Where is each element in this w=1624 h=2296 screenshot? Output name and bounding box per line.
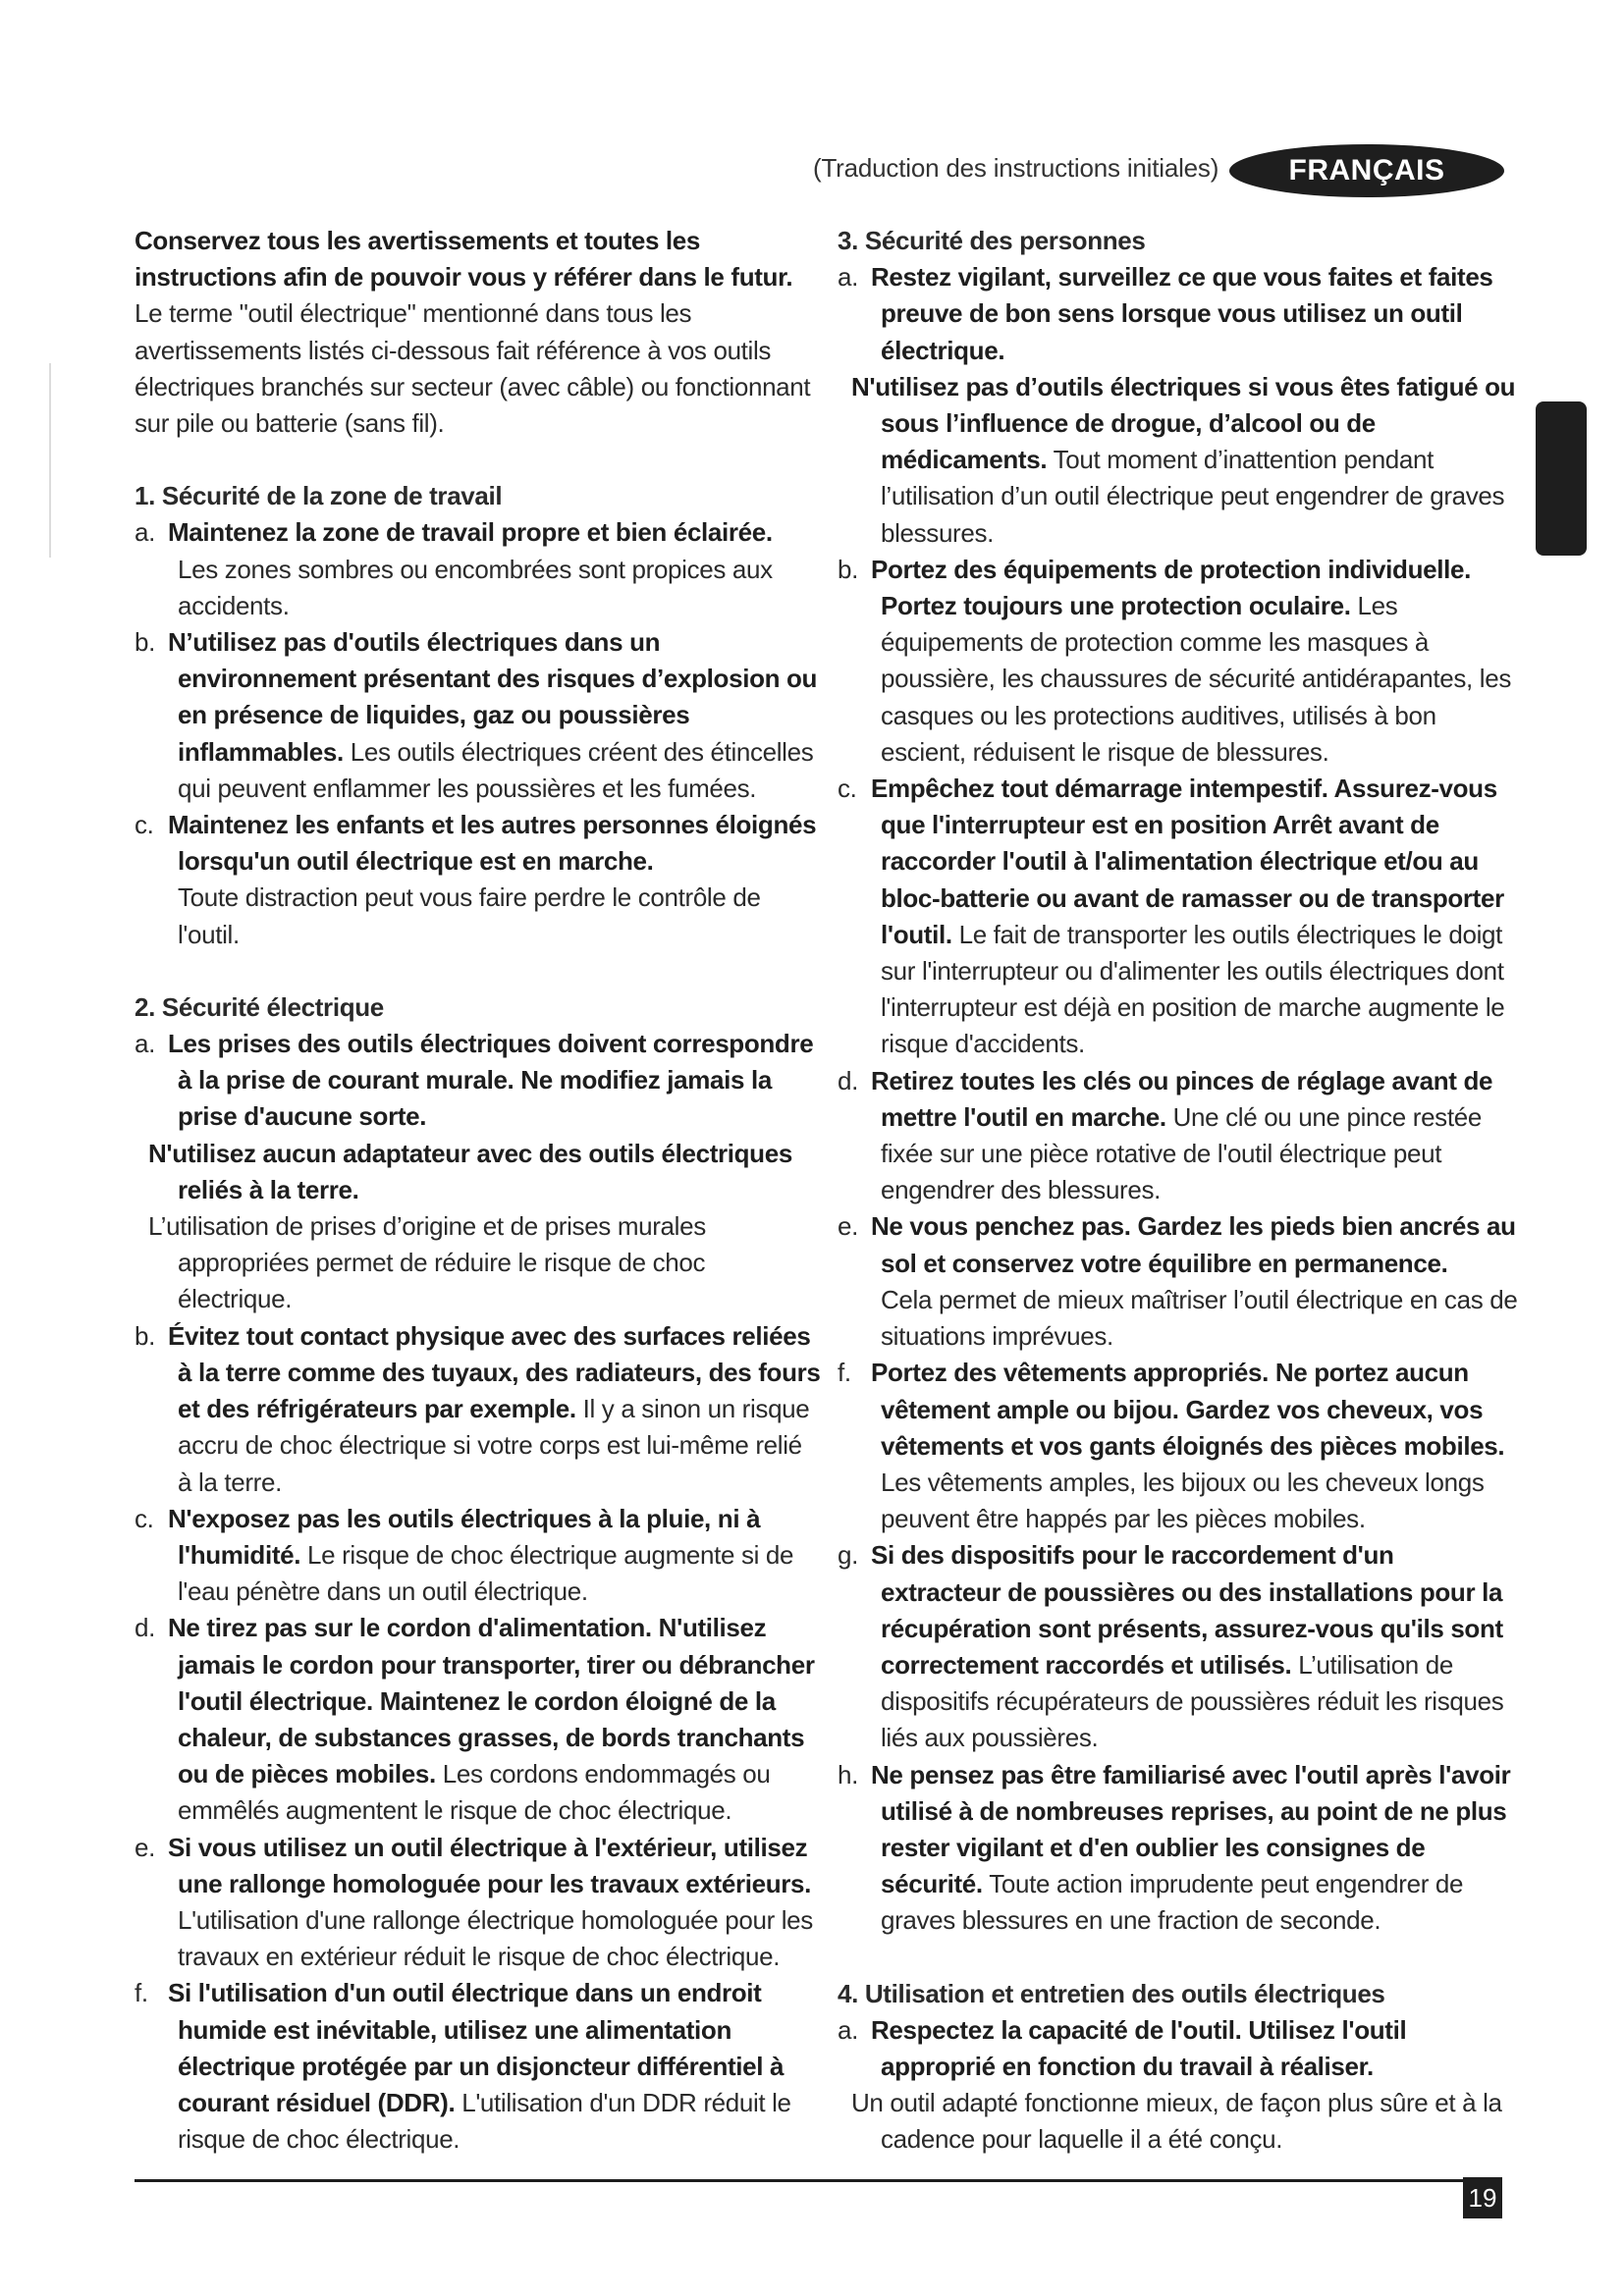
item-text: Les équipements de protection comme les masques à poussière, les chaussures de sécurité antidérapantes, les casques ou les protections auditives, utilisés à bon escient, réduisent le risque de blessures. (881, 591, 1511, 767)
item-text: Un outil adapté fonctionne mieux, de façon plus sûre et à la cadence pour laquelle il a été conçu. (851, 2088, 1502, 2155)
left-column (135, 223, 822, 2158)
item-heading: Ne pensez pas être familiarisé avec l'outil après l'avoir utilisé à de nombreuses reprises, au point de ne plus rester vigilant et d'en oublier les consignes de sécurité. (871, 1759, 1511, 1899)
s3-item-d (838, 1063, 1520, 1209)
item-heading: Retirez toutes les clés ou pinces de réglage avant de mettre l'outil en marche. (871, 1065, 1493, 1132)
item-marker: e. (838, 1211, 858, 1242)
s3-item-c (838, 771, 1520, 1063)
s2-item-e (135, 1830, 822, 1976)
section-3-title: 3. Sécurité des personnes (838, 226, 1146, 255)
item-text: L’utilisation de dispositifs récupérateurs de poussières réduit les risques liés aux poussières. (881, 1649, 1504, 1753)
item-marker: f. (135, 1978, 148, 2008)
s3-item-a (838, 259, 1520, 552)
section-4-title: 4. Utilisation et entretien des outils électriques (838, 1978, 1385, 2008)
item-text: Cela permet de mieux maîtriser l’outil électrique en cas de situations imprévues. (881, 1284, 1518, 1352)
item-marker: c. (135, 810, 154, 840)
item-heading: Si des dispositifs pour le raccordement d'un extracteur de poussières ou des installations pour la récupération sont présents, assurez-vous qu'ils sont correctement raccordés et utilisés. (871, 1540, 1503, 1680)
item-marker: a. (135, 1029, 155, 1059)
translation-note: (Traduction des instructions initiales) (813, 153, 1219, 183)
item-heading: Les prises des outils électriques doivent correspondre à la prise de courant murale. Ne modifiez jamais la prise d'aucune sorte. (168, 1029, 814, 1132)
right-column (838, 223, 1520, 2159)
item-text: L’utilisation de prises d’origine et de prises murales appropriées permet de réduire le risque de choc électrique. (148, 1211, 706, 1314)
item-heading: Empêchez tout démarrage intempestif. Assurez-vous que l'interrupteur est en position Arrêt avant de raccorder l'outil à l'alimentation électrique et/ou au bloc-batterie ou avant de ramasser ou de transporter l'outil. (871, 774, 1504, 949)
item-heading: Maintenez les enfants et les autres personnes éloignés lorsqu'un outil électrique est en marche. (168, 810, 817, 877)
item-heading: Évitez tout contact physique avec des surfaces reliées à la terre comme des tuyaux, des radiateurs, des fours et des réfrigérateurs par exemple. (168, 1320, 821, 1424)
item-marker: f. (838, 1358, 851, 1388)
item-text: Une clé ou une pince restée fixée sur une pièce rotative de l'outil électrique peut engendrer des blessures. (881, 1101, 1482, 1205)
section-tab-marker (1536, 401, 1587, 556)
s1-item-a (135, 514, 822, 624)
item-text: Les cordons endommagés ou emmêlés augmentent le risque de choc électrique. (178, 1759, 771, 1826)
item-marker: c. (838, 774, 857, 804)
item-marker: b. (135, 627, 155, 658)
section-1-title: 1. Sécurité de la zone de travail (135, 481, 503, 511)
item-text: L'utilisation d'un DDR réduit le risque de choc électrique. (178, 2087, 791, 2155)
s3-item-h (838, 1757, 1520, 1940)
item-marker: b. (838, 554, 858, 584)
margin-line (49, 363, 51, 558)
item-marker: a. (135, 517, 155, 548)
item-text: Tout moment d’inattention pendant l’utilisation d’un outil électrique peut engendrer de graves blessures. (881, 445, 1505, 548)
item-text: Les vêtements amples, les bijoux ou les cheveux longs peuvent être happés par les pièces mobiles. (881, 1467, 1485, 1534)
item-marker: a. (838, 262, 858, 293)
item-marker: d. (135, 1613, 155, 1643)
s3-item-e (838, 1208, 1520, 1355)
s3-item-f (838, 1355, 1520, 1537)
item-heading: N’utilisez pas d'outils électriques dans un environnement présentant des risques d’explosion ou en présence de liquides, gaz ou poussières inflammables. (168, 627, 818, 767)
item-text: Le fait de transporter les outils électriques le doigt sur l'interrupteur ou d'alimenter les outils électriques dont l'interrupteur est déjà en position de marche augmente le risque d'accidents. (881, 919, 1505, 1059)
item-text: Les outils électriques créent des étincelles qui peuvent enflammer les poussières et les fumées. (178, 736, 814, 803)
s2-item-a (135, 1026, 822, 1318)
s3-item-g (838, 1537, 1520, 1756)
item-marker: b. (135, 1320, 155, 1351)
section-2-title: 2. Sécurité électrique (135, 991, 384, 1022)
item-marker: h. (838, 1759, 858, 1789)
s4-item-a (838, 2012, 1520, 2159)
intro-paragraph (135, 223, 822, 442)
intro-bold: Conservez tous les avertissements et toutes les instructions afin de pouvoir vous y référer dans le futur. (135, 226, 793, 293)
item-heading: Portez des équipements de protection individuelle. Portez toujours une protection oculaire. (871, 554, 1471, 621)
item-marker: d. (838, 1065, 858, 1095)
item-heading-2: N'utilisez aucun adaptateur avec des outils électriques reliés à la terre. (148, 1138, 792, 1204)
item-text: Il y a sinon un risque accru de choc électrique si votre corps est lui-même relié à la terre. (178, 1394, 810, 1497)
item-text: Toute action imprudente peut engendrer de graves blessures en une fraction de seconde. (881, 1869, 1464, 1936)
language-badge: FRANÇAIS (1229, 144, 1504, 197)
page-number: 19 (1463, 2177, 1502, 2218)
item-heading-2: N'utilisez pas d’outils électriques si vous êtes fatigué ou sous l’influence de drogue, d’alcool ou de médicaments. (851, 371, 1516, 475)
item-text: Toute distraction peut vous faire perdre le contrôle de l'outil. (178, 882, 761, 949)
item-heading: N'exposez pas les outils électriques à la pluie, ni à l'humidité. (168, 1503, 761, 1570)
s1-item-b (135, 624, 822, 807)
s2-item-f (135, 1975, 822, 2158)
s1-item-c (135, 807, 822, 953)
item-marker: e. (135, 1832, 155, 1862)
s2-item-c (135, 1501, 822, 1611)
item-marker: c. (135, 1503, 154, 1533)
item-heading: Maintenez la zone de travail propre et bien éclairée. (168, 517, 773, 548)
item-marker: a. (838, 2014, 858, 2045)
item-heading: Si vous utilisez un outil électrique à l'extérieur, utilisez une rallonge homologuée pour les travaux extérieurs. (168, 1832, 811, 1898)
bottom-rule (135, 2179, 1502, 2182)
item-text: Le risque de choc électrique augmente si de l'eau pénètre dans un outil électrique. (178, 1539, 794, 1607)
s2-item-b (135, 1318, 822, 1501)
item-heading: Ne tirez pas sur le cordon d'alimentation. N'utilisez jamais le cordon pour transporter, tirer ou débrancher l'outil électrique. Maintenez le cordon éloigné de la chaleur, de substances grasses, de bords tranchants ou de pièces mobiles. (168, 1613, 815, 1789)
intro-text: Le terme "outil électrique" mentionné dans tous les avertissements listés ci-dessous fait référence à vos outils électriques branchés sur secteur (avec câble) ou fonctionnant sur pile ou batterie (sans fil). (135, 298, 811, 439)
item-heading: Restez vigilant, surveillez ce que vous faites et faites preuve de bon sens lorsque vous utilisez un outil électrique. (871, 262, 1493, 365)
s2-item-d (135, 1610, 822, 1829)
item-heading: Portez des vêtements appropriés. Ne portez aucun vêtement ample ou bijou. Gardez vos cheveux, vos vêtements et vos gants éloignés des pièces mobiles. (871, 1358, 1505, 1461)
item-heading: Respectez la capacité de l'outil. Utilisez l'outil approprié en fonction du travail à réaliser. (871, 2014, 1407, 2081)
item-heading: Si l'utilisation d'un outil électrique dans un endroit humide est inévitable, utilisez une alimentation électrique protégée par un disjoncteur différentiel à courant résiduel (DDR). (168, 1978, 785, 2117)
item-heading: Ne vous penchez pas. Gardez les pieds bien ancrés au sol et conservez votre équilibre en permanence. (871, 1211, 1516, 1278)
s3-item-b (838, 552, 1520, 771)
item-text: L'utilisation d'une rallonge électrique homologuée pour les travaux en extérieur réduit le risque de choc électrique. (178, 1904, 813, 1972)
item-marker: g. (838, 1540, 858, 1571)
item-text: Les zones sombres ou encombrées sont propices aux accidents. (178, 554, 773, 620)
